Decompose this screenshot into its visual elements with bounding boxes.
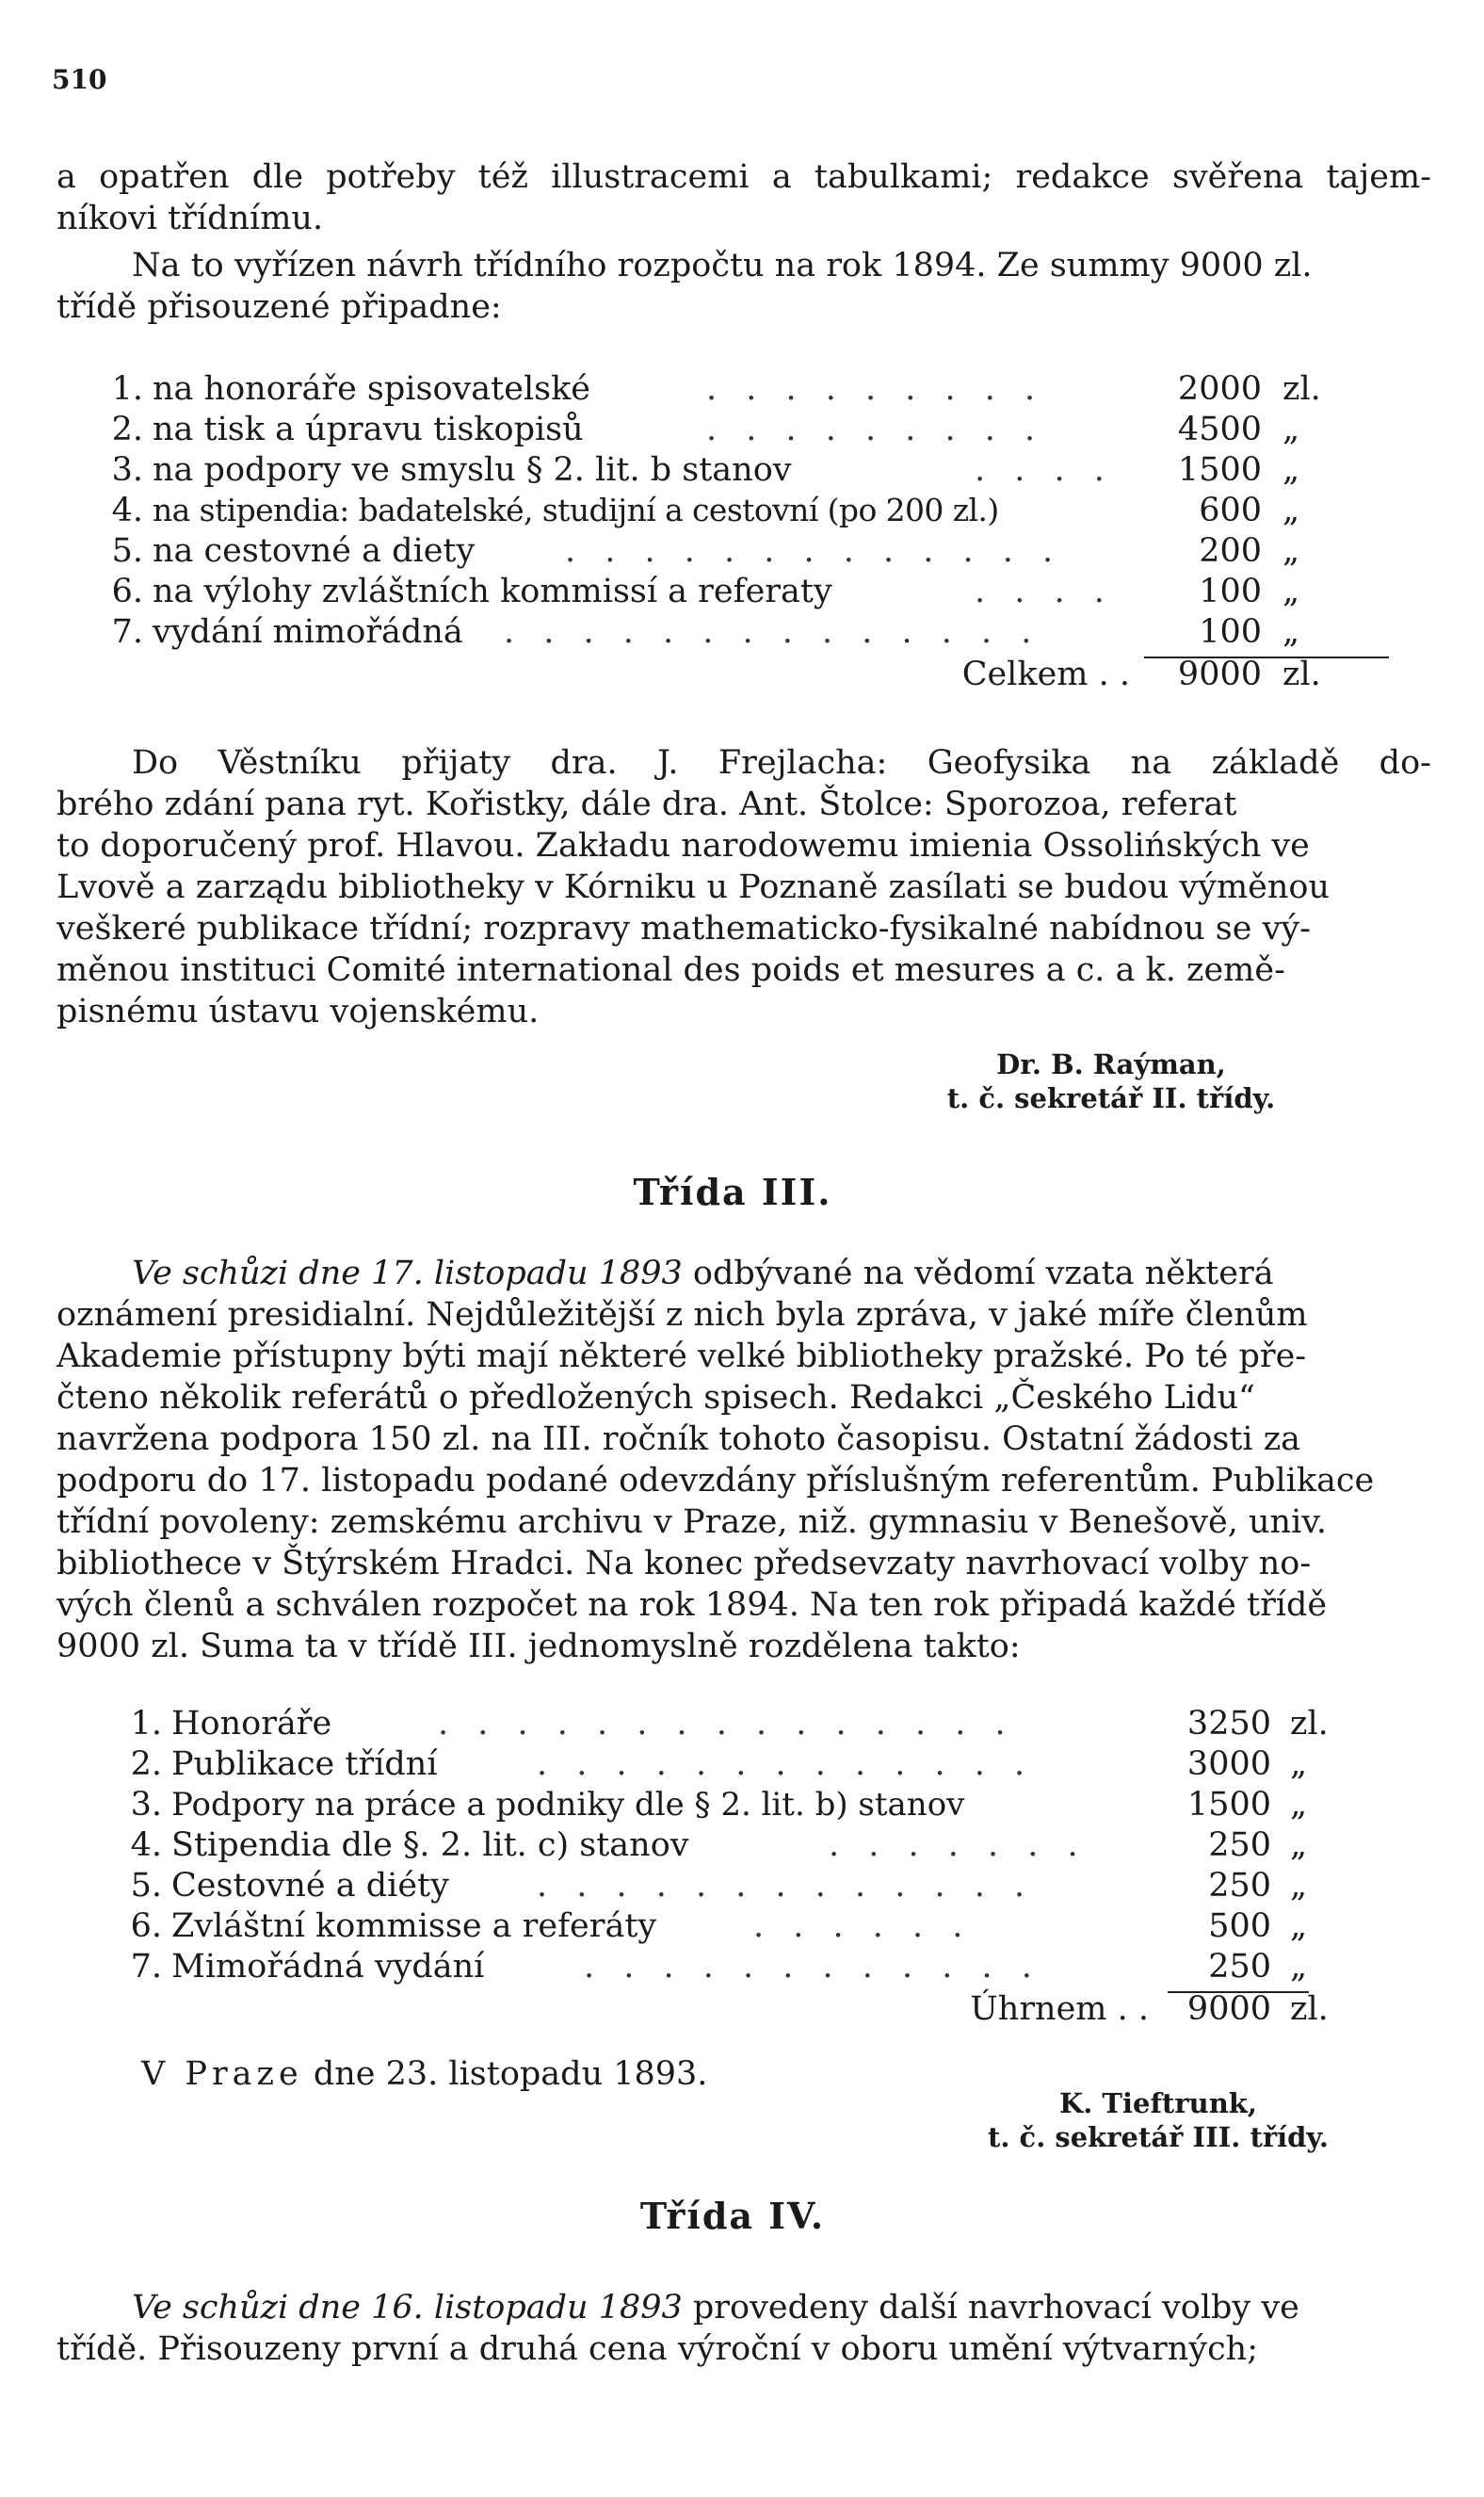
row-amount: 250 [1208,1948,1271,1986]
row-number: 3. [130,1786,162,1824]
row-amount: 3250 [1186,1705,1271,1743]
row-label: Stipendia dle §. 2. lit. c) stanov [171,1826,689,1864]
row-label: na stipendia: badatelské, studijní a cestovní (po 200 zl.) [153,492,999,528]
budget-row [94,411,1337,451]
total-amount: 9000 [1186,1990,1271,2028]
text-line: třídní povoleny: zemskému archivu v Praze, niž. gymnasiu v Benešově, univ. [56,1503,1328,1541]
row-amount: 1500 [1186,1786,1271,1824]
leader-dots: . . . . . . . . . [706,411,1045,448]
row-label: Podpory na práce a podniky dle § 2. lit. b) stanov [171,1786,965,1824]
place-date-line [141,2053,895,2095]
text-line: to doporučený prof. Hlavou. Zakładu narodowemu imienia Ossolińských ve [56,827,1310,865]
leader-dots: . . . . . . . . . . . . . . [504,613,1041,651]
budget-row [113,1745,1356,1786]
row-unit: „ [1290,1867,1308,1905]
row-number: 5. [111,532,143,570]
budget-row [94,451,1337,492]
text-line: Na to vyřízen návrh třídního rozpočtu na rok 1894. Ze summy 9000 zl. [132,247,1313,284]
text-line [56,2287,1431,2328]
total-label: Celkem . . [961,656,1130,693]
signature-secretary-ii [904,1047,1318,1115]
row-amount: 500 [1208,1907,1271,1945]
paragraph-vestnik [56,742,1431,1032]
leader-dots: . . . . . . . [829,1826,1088,1864]
text-line: Lvově a zarządu bibliotheky v Kórniku u Poznaně zasílati se budou výměnou [56,868,1331,906]
leader-dots: . . . . . . . . . . . . . . . [438,1705,1015,1743]
row-label: Publikace třídní [171,1745,438,1783]
leader-dots: . . . . . . . . . . . . [584,1948,1041,1986]
page-number: 510 [52,64,107,95]
text-line: Do Věstníku přijaty dra. J. Frejlacha: Geofysika na základě do- [132,744,1431,782]
section-heading-class-iv: Třída IV. [639,2195,826,2237]
row-amount: 250 [1208,1826,1271,1864]
row-number: 3. [111,451,143,489]
row-unit: „ [1282,613,1300,651]
budget-row [94,492,1337,532]
row-unit: „ [1290,1786,1308,1824]
italic-date-phrase: Ve schůzi dne 17. listopadu 1893 [132,1255,683,1292]
row-unit: „ [1290,1745,1308,1783]
text-line: 9000 zl. Suma ta v třídě III. jednomyslně rozdělena takto: [56,1628,1021,1665]
total-amount: 9000 [1177,656,1262,693]
leader-dots: . . . . . . . . . . . . . [565,532,1063,570]
row-label: na honoráře spisovatelské [153,370,591,408]
budget-row [113,1705,1356,1745]
row-label: Zvláštní kommisse a referáty [171,1907,657,1945]
budget-row [94,370,1337,411]
text-run: odbývané na vědomí vzata některá [682,1255,1274,1292]
budget-row [113,1907,1356,1948]
text-line [56,1253,1431,1294]
row-number: 4. [130,1826,162,1864]
leader-dots: . . . . [975,573,1114,610]
leader-dots: . . . . . . . . . . . . . [537,1867,1035,1905]
row-number: 6. [111,573,143,610]
row-number: 7. [130,1948,162,1986]
row-label: na výlohy zvláštních kommissí a referaty [153,573,832,610]
text-line: Akademie přístupny býti mají některé velké bibliotheky pražské. Po té pře- [56,1338,1307,1375]
row-amount: 3000 [1186,1745,1271,1783]
row-unit: „ [1290,1907,1308,1945]
row-label: vydání mimořádná [153,613,463,651]
budget-row [94,573,1337,613]
row-label: na podpory ve smyslu § 2. lit. b stanov [153,451,792,489]
text-line: vých členů a schválen rozpočet na rok 1894. Na ten rok připadá každé třídě [56,1586,1328,1624]
row-number: 1. [130,1705,162,1743]
budget-row [113,1786,1356,1826]
budget-total-row [94,656,1337,696]
row-label: Cestovné a diéty [171,1867,449,1905]
row-unit: „ [1282,411,1300,448]
row-amount: 600 [1199,492,1262,529]
row-amount: 4500 [1177,411,1262,448]
budget-row [94,532,1337,573]
row-number: 6. [130,1907,162,1945]
row-unit: „ [1290,1948,1308,1986]
text-line: a opatřen dle potřeby též illustracemi a tabulkami; redakce svěřena tajem- [56,158,1431,196]
leader-dots: . . . . [975,451,1114,489]
row-number: 2. [130,1745,162,1783]
total-unit: zl. [1282,656,1321,693]
text-line: podporu do 17. listopadu podané odevzdány příslušným referentům. Publikace [56,1462,1375,1500]
signatory-name: K. Tieftrunk, [1059,2087,1257,2119]
row-label: Honoráře [171,1705,332,1743]
budget-row [113,1826,1356,1867]
row-unit: zl. [1282,370,1321,408]
row-unit: „ [1282,532,1300,570]
text-line: veškeré publikace třídní; rozpravy mathematicko-fysikalné nabídnou se vý- [56,910,1311,948]
paragraph-meeting-class-iii [56,1253,1431,1667]
date-text: dne 23. listopadu 1893. [302,2055,708,2093]
italic-date-phrase: Ve schůzi dne 16. listopadu 1893 [132,2289,683,2327]
row-number: 1. [111,370,143,408]
text-line: měnou instituci Comité international des poids et mesures a c. a k. země- [56,951,1285,989]
row-number: 5. [130,1867,162,1905]
signatory-title: t. č. sekretář III. třídy. [987,2121,1330,2153]
paragraph-meeting-class-iv [56,2287,1431,2370]
place-spaced: V Praze [141,2055,303,2093]
leader-dots: . . . . . . . . . [706,370,1045,408]
row-label: na tisk a úpravu tiskopisů [153,411,584,448]
row-unit: zl. [1290,1705,1329,1743]
row-label: na cestovné a diety [153,532,476,570]
text-line: bibliothece v Štýrském Hradci. Na konec předsevzaty navrhovací volby no- [56,1545,1312,1582]
text-line: třídě. Přisouzeny první a druhá cena výroční v oboru umění výtvarných; [56,2330,1259,2368]
text-run: provedeny další navrhovací volby ve [682,2289,1299,2327]
leader-dots: . . . . . . . . . . . . . [537,1745,1035,1783]
text-line: třídě přisouzené připadne: [56,288,502,326]
paragraph-budget-intro [56,245,1431,328]
row-unit: „ [1282,573,1300,610]
row-amount: 2000 [1177,370,1262,408]
row-number: 7. [111,613,143,651]
row-amount: 100 [1199,573,1262,610]
row-unit: „ [1290,1826,1308,1864]
paragraph-publication-note [56,156,1431,239]
row-amount: 100 [1199,613,1262,651]
signatory-title: t. č. sekretář II. třídy. [946,1082,1276,1114]
budget-row [113,1948,1356,1988]
row-amount: 250 [1208,1867,1271,1905]
total-label: Úhrnem . . [970,1990,1149,2028]
section-heading-class-iii: Třída III. [633,1171,832,1213]
leader-dots: . . . . . . [753,1907,973,1945]
budget-total-row [113,1990,1356,2031]
budget-table-class-ii [94,370,1337,693]
row-amount: 1500 [1177,451,1262,489]
row-label: Mimořádná vydání [171,1948,485,1986]
text-line: oznámení presidialní. Nejdůležitější z nich byla zpráva, v jaké míře členům [56,1296,1308,1334]
text-line: níkovi třídnímu. [56,200,324,237]
text-line: pisnému ústavu vojenskému. [56,993,540,1030]
budget-row [113,1867,1356,1907]
signatory-name: Dr. B. Raýman, [996,1048,1226,1080]
row-unit: „ [1282,451,1300,489]
row-number: 2. [111,411,143,448]
budget-row [94,613,1337,654]
text-line: brého zdání pana ryt. Kořistky, dále dra. Ant. Štolce: Sporozoa, referat [56,786,1237,823]
budget-table-class-iii [113,1705,1356,2035]
row-number: 4. [111,492,143,529]
row-amount: 200 [1199,532,1262,570]
row-unit: „ [1282,492,1300,529]
total-unit: zl. [1290,1990,1329,2028]
text-line: čteno několik referátů o předložených spisech. Redakci „Českého Lidu“ [56,1379,1255,1417]
signature-secretary-iii [942,2086,1375,2154]
text-line: navržena podpora 150 zl. na III. ročník tohoto časopisu. Ostatní žádosti za [56,1420,1301,1458]
